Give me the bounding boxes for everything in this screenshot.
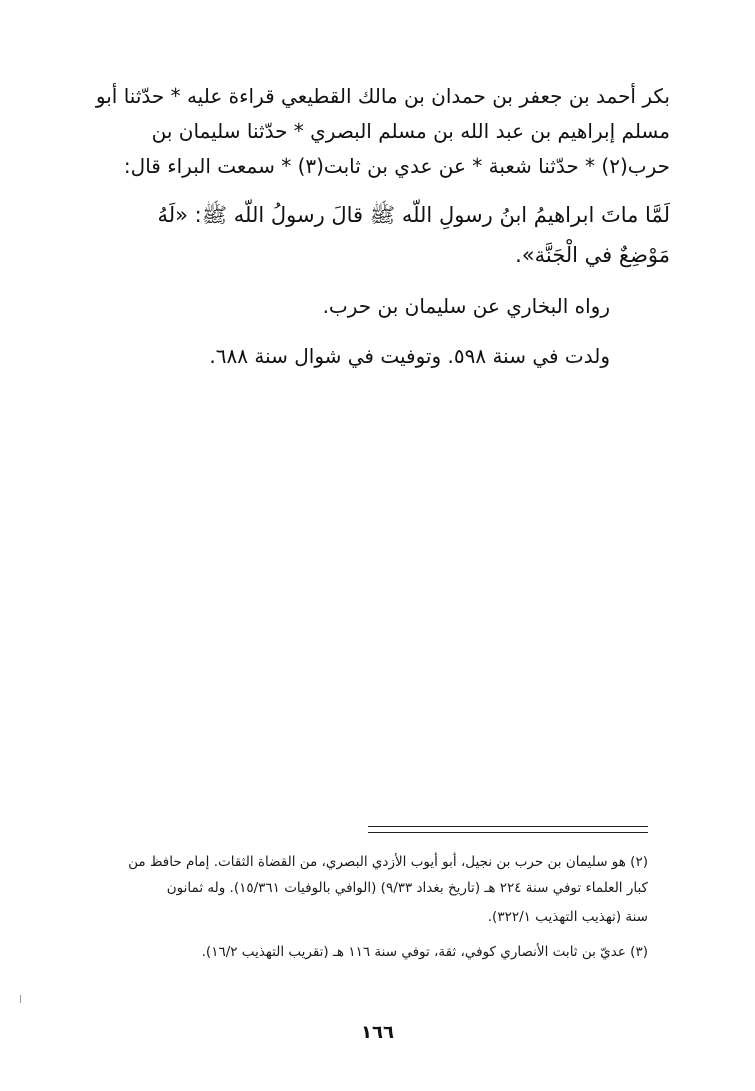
- footnote-line-2: كبار العلماء توفي سنة ٢٢٤ هـ (تاريخ بغداد ٩/٣٣) (الوافي بالوفيات ١٥/٣٦١). وله ثمانون: [166, 880, 648, 896]
- scan-speck: [20, 995, 21, 1003]
- footnote-separator-bottom: [368, 832, 648, 833]
- body-text-line-3: حرب(٢) * حدّثنا شعبة * عن عدي بن ثابت(٣) * سمعت البراء قال:: [123, 154, 670, 178]
- body-text-line-1: بكر أحمد بن جعفر بن حمدان بن مالك القطيعي قراءة عليه * حدّثنا أبو: [95, 84, 670, 108]
- footnote-line-4: (٣) عديّ بن ثابت الأنصاري كوفي، ثقة، توفي سنة ١١٦ هـ (تقريب التهذيب ١٦/٢).: [201, 944, 648, 960]
- biography-text: ولدت في سنة ٥٩٨. وتوفيت في شوال سنة ٦٨٨.: [209, 344, 610, 368]
- body-text-line-2: مسلم إبراهيم بن عبد الله بن مسلم البصري * حدّثنا سليمان بن: [151, 119, 670, 143]
- narration-text: رواه البخاري عن سليمان بن حرب.: [322, 294, 610, 318]
- hadith-text-line-2: مَوْضِعٌ في الْجَنَّة».: [515, 243, 670, 267]
- footnote-separator-top: [368, 826, 648, 827]
- footnote-line-1: (٢) هو سليمان بن حرب بن نجيل، أبو أيوب الأزدي البصري، من القضاة الثقات. إمام حافظ من: [128, 854, 648, 870]
- page-number: ١٦٦: [361, 1022, 394, 1043]
- hadith-text-line-1: لَمَّا ماتَ ابراهيمُ ابنُ رسولِ اللّه ﷺ قالَ رسولُ اللّه ﷺ: «لَهُ: [157, 203, 670, 227]
- footnote-line-3: سنة (تهذيب التهذيب ٣٢٢/١).: [487, 909, 648, 925]
